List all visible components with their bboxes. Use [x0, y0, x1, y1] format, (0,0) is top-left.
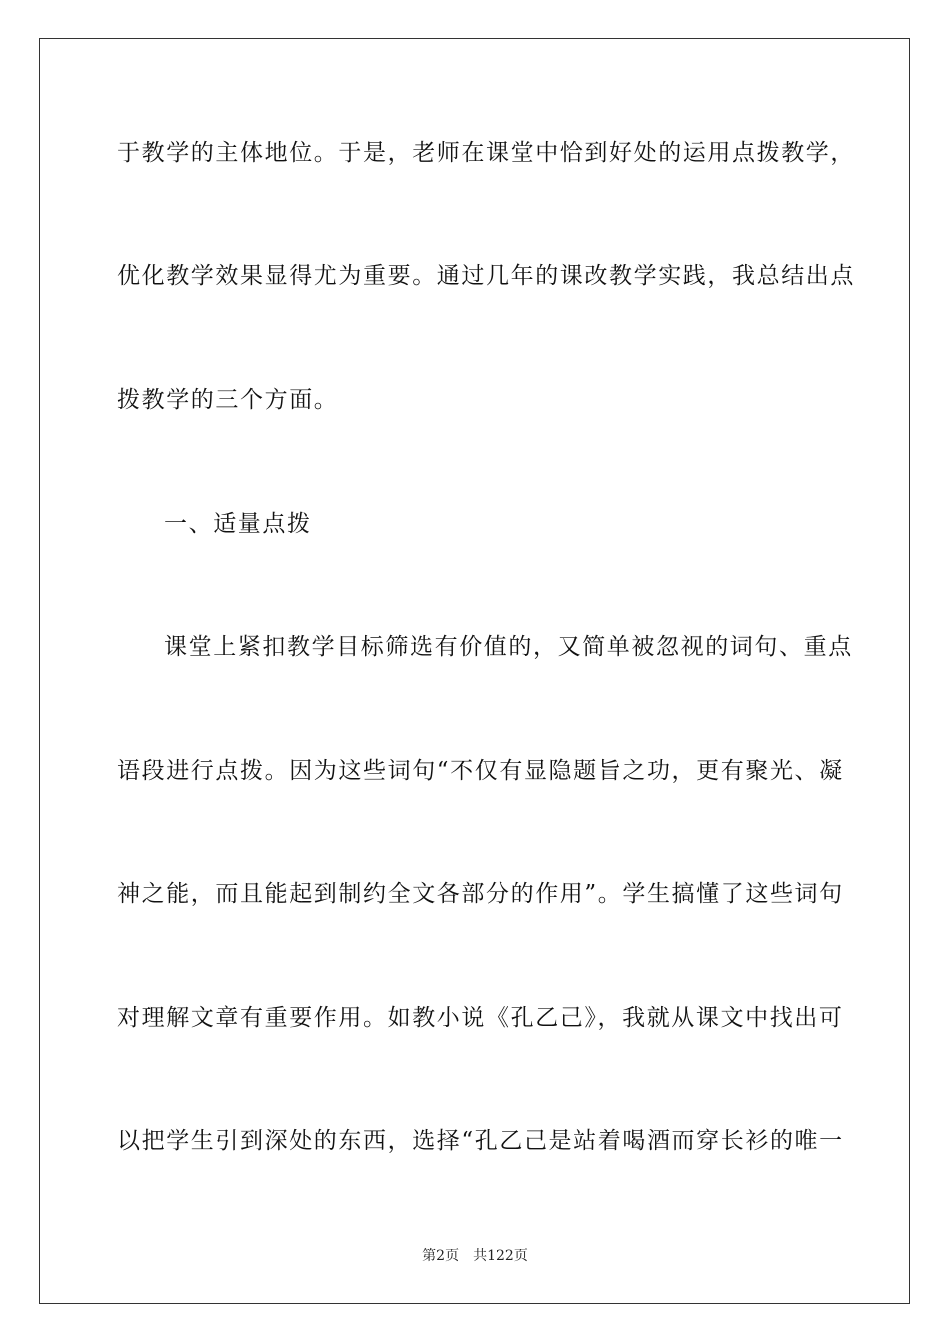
- page-number: 第2页: [422, 1248, 460, 1264]
- body-line-8: 对理解文章有重要作用。如教小说《孔乙己》，我就从课文中找出可: [117, 1005, 844, 1031]
- body-line-9: 以把学生引到深处的东西，选择“孔乙己是站着喝酒而穿长衫的唯一: [117, 1128, 844, 1154]
- body-line-1: 于教学的主体地位。于是，老师在课堂中恰到好处的运用点拨教学，: [117, 140, 855, 166]
- page-frame: [39, 38, 910, 1304]
- body-line-3: 拨教学的三个方面。: [117, 387, 339, 413]
- body-line-2: 优化教学效果显得尤为重要。通过几年的课改教学实践，我总结出点: [117, 263, 855, 289]
- body-line-6: 语段进行点拨。因为这些词句“不仅有显隐题旨之功，更有聚光、凝: [117, 758, 844, 784]
- total-pages: 共122页: [473, 1248, 528, 1264]
- section-heading: 一、适量点拨: [164, 511, 312, 537]
- body-line-7: 神之能，而且能起到制约全文各部分的作用”。学生搞懂了这些词句: [117, 881, 844, 907]
- body-line-5: 课堂上紧扣教学目标筛选有价值的，又简单被忽视的词句、重点: [164, 634, 853, 660]
- page-footer: [0, 1247, 950, 1265]
